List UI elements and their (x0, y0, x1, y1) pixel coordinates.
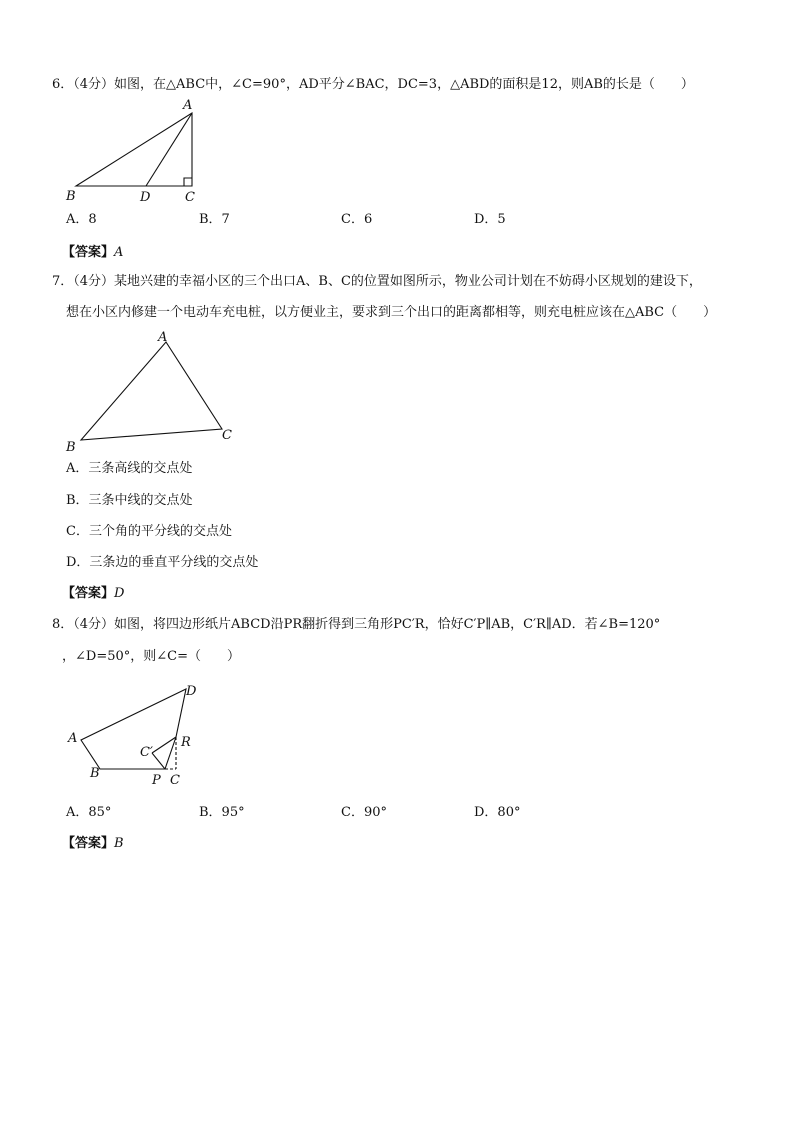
label-d: D (140, 190, 151, 205)
question-7-option-a: A．三条高线的交点处 (66, 461, 193, 476)
label-a: A (158, 330, 168, 345)
label-a: A (183, 98, 193, 113)
label-b: B (66, 440, 76, 455)
question-6-option-a: A．8 (66, 212, 97, 227)
segment-c1r (152, 737, 176, 753)
label-d: D (186, 684, 197, 699)
label-c-prime: C′ (140, 745, 153, 760)
question-7-figure (60, 327, 250, 457)
question-7-option-d: D．三条边的垂直平分线的交点处 (66, 555, 259, 570)
label-p: P (152, 773, 161, 788)
question-7-option-b: B．三条中线的交点处 (66, 493, 193, 508)
question-8-stem-line-1: 8．（4分）如图，将四边形纸片ABCD沿PR翻折得到三角形PC′R，恰好C′P∥AB，C′R∥AD．若∠B=120° (52, 617, 661, 632)
answer-tag: 【答案】 (62, 836, 115, 851)
fold-line-pr (165, 737, 176, 769)
label-c: C (222, 428, 232, 443)
label-b: B (90, 766, 100, 781)
label-r: R (181, 735, 191, 750)
question-8-figure (60, 680, 220, 790)
answer-tag: 【答案】 (62, 245, 115, 260)
label-b: B (66, 189, 76, 204)
quadrilateral-outline (81, 689, 186, 769)
question-6-option-c: C．6 (341, 212, 373, 227)
question-8-option-b: B．95° (199, 805, 245, 820)
segment-ad (146, 113, 192, 186)
label-c: C (185, 190, 195, 205)
question-7-stem-line-1: 7．（4分）某地兴建的幸福小区的三个出口A、B、C的位置如图所示，物业公司计划在不妨碍小区规划的建设下， (52, 274, 702, 289)
answer-value: B (114, 836, 124, 851)
answer-value: D (114, 586, 125, 601)
question-6-stem: 6．（4分）如图，在△ABC中，∠C=90°，AD平分∠BAC，DC=3，△ABD的面积是12，则AB的长是（ ） (52, 77, 694, 92)
question-6-option-d: D．5 (474, 212, 506, 227)
question-8-option-c: C．90° (341, 805, 387, 820)
question-8-option-d: D．80° (474, 805, 521, 820)
right-angle-mark (184, 178, 192, 186)
answer-value: A (114, 245, 124, 260)
question-6-figure (60, 96, 210, 206)
question-6-option-b: B．7 (199, 212, 230, 227)
answer-tag: 【答案】 (62, 586, 115, 601)
question-8-option-a: A．85° (66, 805, 112, 820)
question-7-option-c: C．三个角的平分线的交点处 (66, 524, 232, 539)
question-7-answer (62, 585, 124, 603)
segment-pc1 (152, 753, 165, 769)
question-7-stem-line-2: 想在小区内修建一个电动车充电桩，以方便业主，要求到三个出口的距离都相等，则充电桩应该在△ABC（ ） (66, 305, 717, 320)
question-8-stem-line-2: ，∠D=50°，则∠C=（ ） (62, 649, 240, 664)
label-a: A (68, 731, 78, 746)
triangle-abc (81, 342, 222, 440)
question-8-answer (62, 835, 124, 853)
question-6-answer (62, 244, 123, 262)
label-c: C (170, 773, 180, 788)
triangle-abc (76, 113, 192, 186)
